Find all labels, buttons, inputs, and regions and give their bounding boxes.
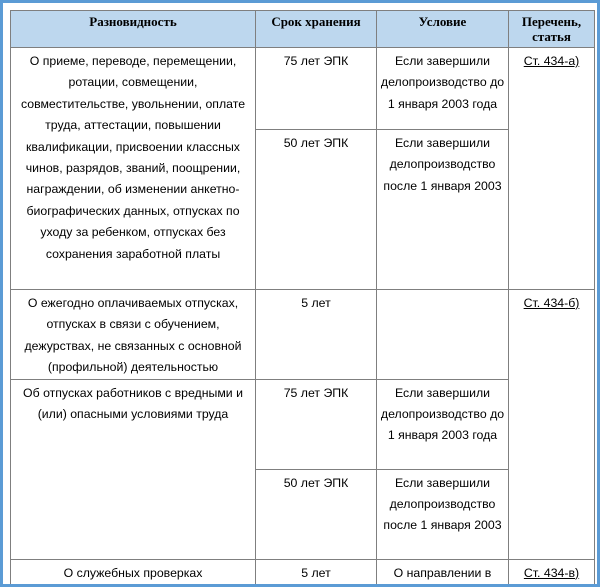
header-type: Разновидность: [11, 11, 256, 48]
table-row: [11, 290, 595, 380]
header-row: [11, 11, 595, 48]
condition-cell: Если завершили делопроизводство после 1 января 2003: [377, 130, 509, 290]
table-row: [11, 379, 595, 469]
header-article: Перечень, статья: [509, 11, 595, 48]
condition-cell: Если завершили делопроизводство до 1 января 2003 года: [377, 48, 509, 130]
article-link[interactable]: Ст. 434-а): [509, 48, 595, 290]
condition-cell: [377, 290, 509, 380]
type-cell: О служебных проверках: [11, 559, 256, 587]
type-cell: О приеме, переводе, перемещении, ротации, совмещении, совместительстве, увольнении, оплате труда, аттестации, повышении квалификации, присвоении классных чинов, разрядов, званий, поощрении, награждении, об изменении анкетно-биографических данных, отпусках по уходу за ребенком, отпусках без сохранения заработной платы: [11, 48, 256, 290]
retention-table: [10, 10, 595, 587]
article-link[interactable]: Ст. 434-в): [509, 559, 595, 587]
storage-cell: 50 лет ЭПК: [256, 130, 377, 290]
storage-cell: 75 лет ЭПК: [256, 379, 377, 469]
condition-cell: Если завершили делопроизводство после 1 января 2003: [377, 469, 509, 559]
condition-cell: Если завершили делопроизводство до 1 января 2003 года: [377, 379, 509, 469]
header-condition: Условие: [377, 11, 509, 48]
table-row: [11, 48, 595, 130]
table-row: [11, 559, 595, 587]
storage-cell: 50 лет ЭПК: [256, 469, 377, 559]
storage-cell: 5 лет: [256, 559, 377, 587]
header-storage: Срок хранения: [256, 11, 377, 48]
storage-cell: 5 лет: [256, 290, 377, 380]
article-link[interactable]: Ст. 434-б): [509, 290, 595, 560]
condition-cell: О направлении в: [377, 559, 509, 587]
type-cell: Об отпусках работников с вредными и (или) опасными условиями труда: [11, 379, 256, 559]
storage-cell: 75 лет ЭПК: [256, 48, 377, 130]
type-cell: О ежегодно оплачиваемых отпусках, отпусках в связи с обучением, дежурствах, не связанных с основной (профильной) деятельностью: [11, 290, 256, 380]
